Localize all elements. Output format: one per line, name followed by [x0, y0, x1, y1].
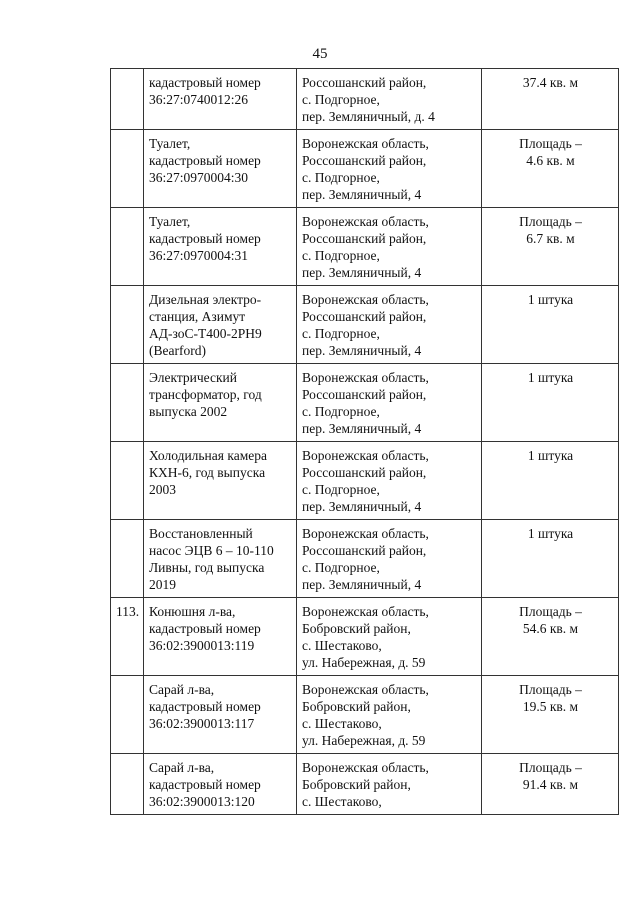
- address-line: Воронежская область,: [302, 604, 429, 619]
- quantity-line: Площадь –: [519, 136, 582, 151]
- quantity-line: Площадь –: [519, 682, 582, 697]
- address-line: с. Подгорное,: [302, 248, 380, 263]
- address-line: Бобровский район,: [302, 699, 411, 714]
- object-name-line: 2003: [149, 482, 176, 497]
- address-line: пер. Земляничный, 4: [302, 499, 422, 514]
- object-name-line: Холодильная камера: [149, 448, 267, 463]
- object-name-line: 36:27:0740012:26: [149, 92, 249, 107]
- address-line: с. Шестаково,: [302, 716, 382, 731]
- address-line: с. Подгорное,: [302, 404, 380, 419]
- object-name-line: кадастровый номер: [149, 699, 261, 714]
- table-row: [111, 520, 619, 598]
- quantity-line: 91.4 кв. м: [522, 777, 579, 792]
- address-cell: [297, 754, 482, 815]
- object-name-line: Электрический: [149, 370, 238, 385]
- quantity-cell: [482, 208, 619, 286]
- object-name-cell: [144, 598, 297, 676]
- address-line: с. Подгорное,: [302, 482, 380, 497]
- object-name-line: Сарай л-ва,: [149, 682, 215, 697]
- quantity-line: 4.6 кв. м: [526, 153, 575, 168]
- object-name-cell: [144, 442, 297, 520]
- address-line: Воронежская область,: [302, 760, 429, 775]
- object-name-line: кадастровый номер: [149, 75, 261, 90]
- address-line: Воронежская область,: [302, 136, 429, 151]
- address-line: с. Подгорное,: [302, 170, 380, 185]
- address-line: Воронежская область,: [302, 370, 429, 385]
- address-line: пер. Земляничный, 4: [302, 343, 422, 358]
- address-cell: [297, 286, 482, 364]
- object-name-cell: [144, 286, 297, 364]
- table-row: [111, 754, 619, 815]
- table-row: [111, 69, 619, 130]
- object-name-line: 36:02:3900013:119: [149, 638, 255, 653]
- address-cell: [297, 69, 482, 130]
- object-name-cell: [144, 208, 297, 286]
- address-line: ул. Набережная, д. 59: [302, 655, 426, 670]
- quantity-line: 37.4 кв. м: [522, 75, 579, 90]
- quantity-cell: [482, 520, 619, 598]
- quantity-line: Площадь –: [519, 760, 582, 775]
- quantity-cell: [482, 286, 619, 364]
- address-line: Россошанский район,: [302, 153, 427, 168]
- object-name-cell: [144, 69, 297, 130]
- table-row: [111, 598, 619, 676]
- item-number-cell: [111, 208, 144, 286]
- address-cell: [297, 676, 482, 754]
- address-line: пер. Земляничный, 4: [302, 265, 422, 280]
- address-cell: [297, 364, 482, 442]
- object-name-cell: [144, 520, 297, 598]
- address-line: Бобровский район,: [302, 621, 411, 636]
- address-cell: [297, 598, 482, 676]
- quantity-line: 1 штука: [527, 370, 574, 385]
- address-line: Воронежская область,: [302, 448, 429, 463]
- object-name-line: Сарай л-ва,: [149, 760, 215, 775]
- object-name-line: Конюшня л-ва,: [149, 604, 236, 619]
- object-name-line: трансформатор, год: [149, 387, 262, 402]
- table-row: [111, 442, 619, 520]
- item-number-cell: [111, 754, 144, 815]
- object-name-line: кадастровый номер: [149, 777, 261, 792]
- address-line: Россошанский район,: [302, 543, 427, 558]
- address-cell: [297, 208, 482, 286]
- object-name-line: кадастровый номер: [149, 621, 261, 636]
- address-line: с. Подгорное,: [302, 560, 380, 575]
- object-name-cell: [144, 130, 297, 208]
- item-number-cell: [111, 442, 144, 520]
- table-row: [111, 676, 619, 754]
- quantity-line: 54.6 кв. м: [522, 621, 579, 636]
- item-number-cell: [111, 286, 144, 364]
- quantity-cell: [482, 130, 619, 208]
- object-name-line: Восстановленный: [149, 526, 253, 541]
- object-name-line: 36:02:3900013:117: [149, 716, 255, 731]
- address-line: с. Подгорное,: [302, 92, 380, 107]
- item-number-cell: [111, 676, 144, 754]
- quantity-cell: [482, 69, 619, 130]
- object-name-line: выпуска 2002: [149, 404, 228, 419]
- address-line: пер. Земляничный, 4: [302, 577, 422, 592]
- quantity-cell: [482, 442, 619, 520]
- quantity-cell: [482, 364, 619, 442]
- address-cell: [297, 520, 482, 598]
- object-name-line: кадастровый номер: [149, 231, 261, 246]
- item-number-cell: [111, 520, 144, 598]
- object-name-line: 36:02:3900013:120: [149, 794, 255, 809]
- address-line: Россошанский район,: [302, 75, 427, 90]
- object-name-line: 2019: [149, 577, 176, 592]
- quantity-cell: [482, 754, 619, 815]
- table-row: [111, 364, 619, 442]
- address-line: с. Шестаково,: [302, 794, 382, 809]
- object-name-line: Туалет,: [149, 136, 191, 151]
- quantity-line: 1 штука: [527, 526, 574, 541]
- property-table-body: [111, 69, 619, 815]
- address-line: Воронежская область,: [302, 214, 429, 229]
- object-name-line: АД-зоС-Т400-2РН9: [149, 326, 262, 341]
- address-line: пер. Земляничный, д. 4: [302, 109, 435, 124]
- address-line: Россошанский район,: [302, 465, 427, 480]
- object-name-line: Туалет,: [149, 214, 191, 229]
- quantity-line: 6.7 кв. м: [526, 231, 575, 246]
- object-name-line: 36:27:0970004:30: [149, 170, 249, 185]
- object-name-line: кадастровый номер: [149, 153, 261, 168]
- property-table: [110, 68, 619, 815]
- table-row: [111, 130, 619, 208]
- address-line: Бобровский район,: [302, 777, 411, 792]
- address-line: пер. Земляничный, 4: [302, 187, 422, 202]
- object-name-line: 36:27:0970004:31: [149, 248, 249, 263]
- table-row: [111, 208, 619, 286]
- object-name-line: станция, Азимут: [149, 309, 246, 324]
- address-line: Россошанский район,: [302, 309, 427, 324]
- quantity-cell: [482, 676, 619, 754]
- object-name-line: (Bearford): [149, 343, 206, 358]
- quantity-line: 19.5 кв. м: [522, 699, 579, 714]
- address-cell: [297, 130, 482, 208]
- quantity-line: Площадь –: [519, 604, 582, 619]
- address-line: пер. Земляничный, 4: [302, 421, 422, 436]
- object-name-cell: [144, 754, 297, 815]
- quantity-cell: [482, 598, 619, 676]
- address-cell: [297, 442, 482, 520]
- table-row: [111, 286, 619, 364]
- quantity-line: Площадь –: [519, 214, 582, 229]
- object-name-line: Ливны, год выпуска: [149, 560, 265, 575]
- address-line: Россошанский район,: [302, 387, 427, 402]
- object-name-cell: [144, 676, 297, 754]
- quantity-line: 1 штука: [527, 448, 574, 463]
- address-line: с. Шестаково,: [302, 638, 382, 653]
- page-number: 45: [312, 46, 328, 62]
- address-line: ул. Набережная, д. 59: [302, 733, 426, 748]
- address-line: Воронежская область,: [302, 682, 429, 697]
- item-number-cell: [111, 69, 144, 130]
- item-number-cell: [111, 130, 144, 208]
- address-line: Воронежская область,: [302, 292, 429, 307]
- item-number-cell: [111, 364, 144, 442]
- quantity-line: 1 штука: [527, 292, 574, 307]
- object-name-line: КХН-6, год выпуска: [149, 465, 266, 480]
- object-name-line: насос ЭЦВ 6 – 10-110: [149, 543, 274, 558]
- item-number-cell: 113.: [111, 598, 144, 676]
- object-name-line: Дизельная электро-: [149, 292, 262, 307]
- address-line: Россошанский район,: [302, 231, 427, 246]
- address-line: Воронежская область,: [302, 526, 429, 541]
- object-name-cell: [144, 364, 297, 442]
- address-line: с. Подгорное,: [302, 326, 380, 341]
